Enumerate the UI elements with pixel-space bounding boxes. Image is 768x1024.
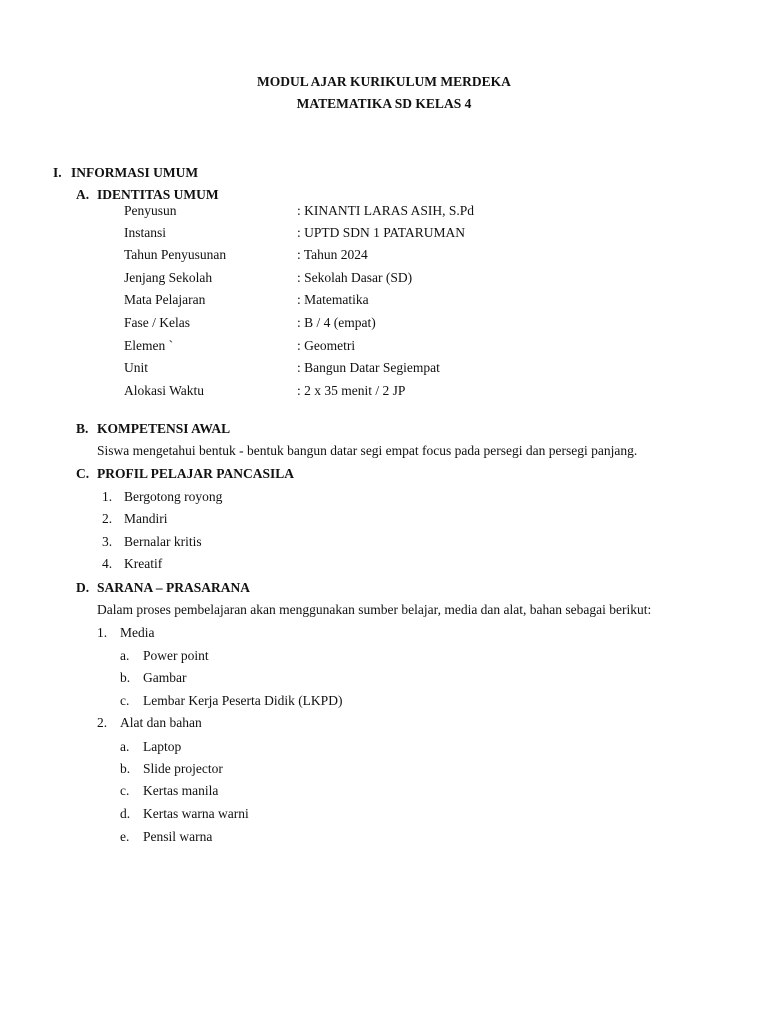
section-1-marker: I.	[53, 165, 62, 180]
kompetensi-heading: KOMPETENSI AWAL	[97, 421, 231, 436]
identitas-value: : B / 4 (empat)	[297, 315, 376, 330]
alat-group-title: Alat dan bahan	[120, 715, 202, 730]
identitas-marker: A.	[76, 187, 90, 202]
identitas-label: Elemen `	[124, 338, 174, 353]
identitas-label: Penyusun	[124, 203, 177, 218]
identitas-heading: IDENTITAS UMUM	[97, 187, 219, 202]
list-item: Power point	[143, 648, 209, 663]
profil-heading: PROFIL PELAJAR PANCASILA	[97, 466, 295, 481]
identitas-label: Fase / Kelas	[124, 315, 190, 330]
list-item-letter: d.	[120, 806, 131, 821]
identitas-value: : Bangun Datar Segiempat	[297, 360, 440, 375]
identitas-label: Unit	[124, 360, 149, 375]
identitas-value: : 2 x 35 menit / 2 JP	[297, 383, 406, 398]
identitas-label: Tahun Penyusunan	[124, 247, 227, 262]
list-item-number: 2.	[97, 715, 108, 730]
list-item: Kertas manila	[143, 783, 219, 798]
kompetensi-text: Siswa mengetahui bentuk - bentuk bangun datar segi empat focus pada persegi dan persegi panjang.	[97, 443, 638, 458]
list-item-letter: c.	[120, 783, 130, 798]
list-item-letter: a.	[120, 739, 130, 754]
identitas-label: Instansi	[124, 225, 166, 240]
identitas-value: : KINANTI LARAS ASIH, S.Pd	[297, 203, 475, 218]
document-title: MODUL AJAR KURIKULUM MERDEKA	[257, 74, 511, 89]
list-item-number: 3.	[102, 534, 113, 549]
list-item-number: 1.	[97, 625, 108, 640]
list-item: Bergotong royong	[124, 489, 223, 504]
list-item: Lembar Kerja Peserta Didik (LKPD)	[143, 693, 343, 708]
section-1-heading: INFORMASI UMUM	[71, 165, 199, 180]
document-subtitle: MATEMATIKA SD KELAS 4	[296, 96, 472, 111]
sarana-intro: Dalam proses pembelajaran akan menggunakan sumber belajar, media dan alat, bahan sebagai berikut:	[97, 602, 652, 617]
kompetensi-marker: B.	[76, 421, 89, 436]
list-item: Slide projector	[143, 761, 223, 776]
list-item: Bernalar kritis	[124, 534, 202, 549]
identitas-label: Alokasi Waktu	[124, 383, 205, 398]
list-item: Pensil warna	[143, 829, 213, 844]
identitas-label: Mata Pelajaran	[124, 292, 206, 307]
list-item-number: 1.	[102, 489, 113, 504]
list-item-letter: c.	[120, 693, 130, 708]
list-item-letter: b.	[120, 670, 131, 685]
identitas-value: : Geometri	[297, 338, 356, 353]
identitas-value: : Tahun 2024	[297, 247, 368, 262]
identitas-label: Jenjang Sekolah	[124, 270, 213, 285]
list-item: Kertas warna warni	[143, 806, 249, 821]
sarana-heading: SARANA – PRASARANA	[97, 580, 251, 595]
list-item: Kreatif	[124, 556, 163, 571]
list-item-letter: e.	[120, 829, 130, 844]
profil-marker: C.	[76, 466, 90, 481]
list-item-number: 4.	[102, 556, 113, 571]
list-item-letter: b.	[120, 761, 131, 776]
list-item: Mandiri	[124, 511, 168, 526]
list-item: Laptop	[143, 739, 182, 754]
list-item-number: 2.	[102, 511, 113, 526]
identitas-value: : Sekolah Dasar (SD)	[297, 270, 413, 285]
sarana-marker: D.	[76, 580, 90, 595]
identitas-value: : UPTD SDN 1 PATARUMAN	[297, 225, 465, 240]
identitas-value: : Matematika	[297, 292, 369, 307]
media-group-title: Media	[120, 625, 155, 640]
list-item: Gambar	[143, 670, 187, 685]
list-item-letter: a.	[120, 648, 130, 663]
